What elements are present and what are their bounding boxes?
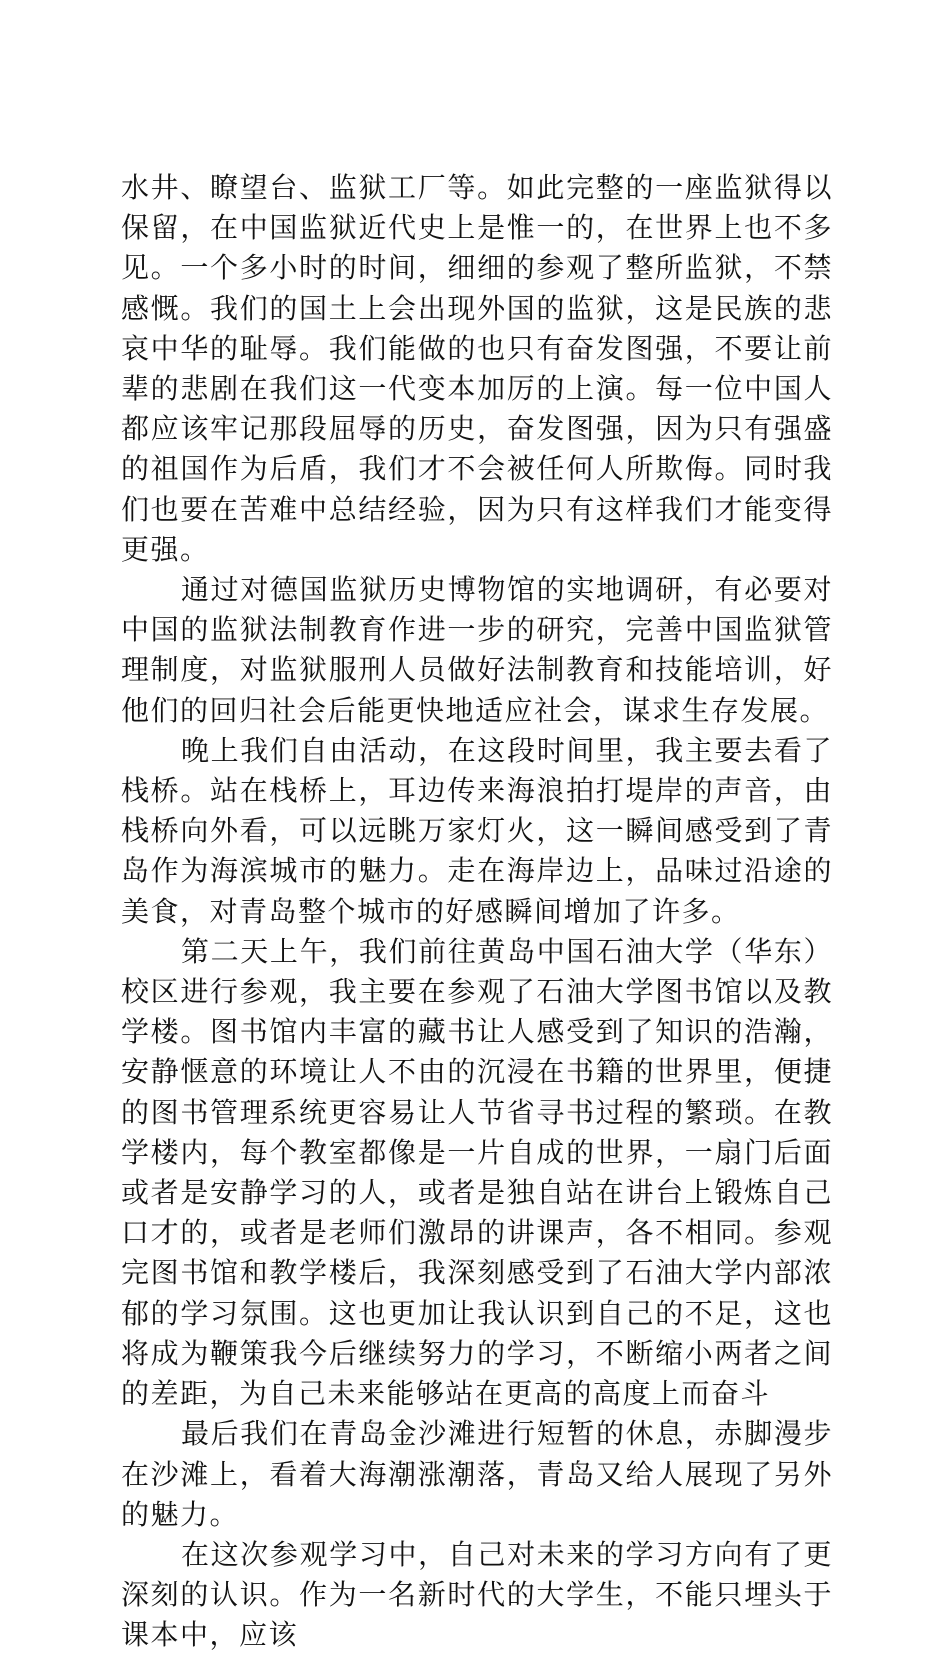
paragraph-2: 通过对德国监狱历史博物馆的实地调研，有必要对中国的监狱法制教育作进一步的研究，完善中国监狱管理制度，对监狱服刑人员做好法制教育和技能培训，好他们的回归社会后能更快地适应社会，谋求生存发展。 (121, 573, 833, 727)
paragraph-5: 最后我们在青岛金沙滩进行短暂的休息，赤脚漫步在沙滩上，看着大海潮涨潮落，青岛又给人展现了另外的魅力。 (121, 1417, 833, 1531)
paragraph-1: 水井、瞭望台、监狱工厂等。如此完整的一座监狱得以保留，在中国监狱近代史上是惟一的，在世界上也不多见。一个多小时的时间，细细的参观了整所监狱，不禁感慨。我们的国土上会出现外国的监狱，这是民族的悲哀中华的耻辱。我们能做的也只有奋发图强，不要让前辈的悲剧在我们这一代变本加厉的上演。每一位中国人都应该牢记那段屈辱的历史，奋发图强，因为只有强盛的祖国作为后盾，我们才不会被任何人所欺侮。同时我们也要在苦难中总结经验，因为只有这样我们才能变得更强。 (121, 171, 833, 566)
paragraph-4: 第二天上午，我们前往黄岛中国石油大学（华东）校区进行参观，我主要在参观了石油大学图书馆以及教学楼。图书馆内丰富的藏书让人感受到了知识的浩瀚，安静惬意的环境让人不由的沉浸在书籍的世界里，便捷的图书管理系统更容易让人节省寻书过程的繁琐。在教学楼内，每个教室都像是一片自成的世界，一扇门后面或者是安静学习的人，或者是独自站在讲台上锻炼自己口才的，或者是老师们激昂的讲课声，各不相同。参观完图书馆和教学楼后，我深刻感受到了石油大学内部浓郁的学习氛围。这也更加让我认识到自己的不足，这也将成为鞭策我今后继续努力的学习，不断缩小两者之间的差距，为自己未来能够站在更高的高度上而奋斗 (121, 934, 833, 1411)
document-body (121, 168, 833, 1656)
paragraph-6: 在这次参观学习中，自己对未来的学习方向有了更深刻的认识。作为一名新时代的大学生，不能只埋头于课本中，应该 (121, 1537, 833, 1652)
paragraph-3: 晚上我们自由活动，在这段时间里，我主要去看了栈桥。站在栈桥上，耳边传来海浪拍打堤岸的声音，由栈桥向外看，可以远眺万家灯火，这一瞬间感受到了青岛作为海滨城市的魅力。走在海岸边上，品味过沿途的美食，对青岛整个城市的好感瞬间增加了许多。 (121, 733, 833, 928)
